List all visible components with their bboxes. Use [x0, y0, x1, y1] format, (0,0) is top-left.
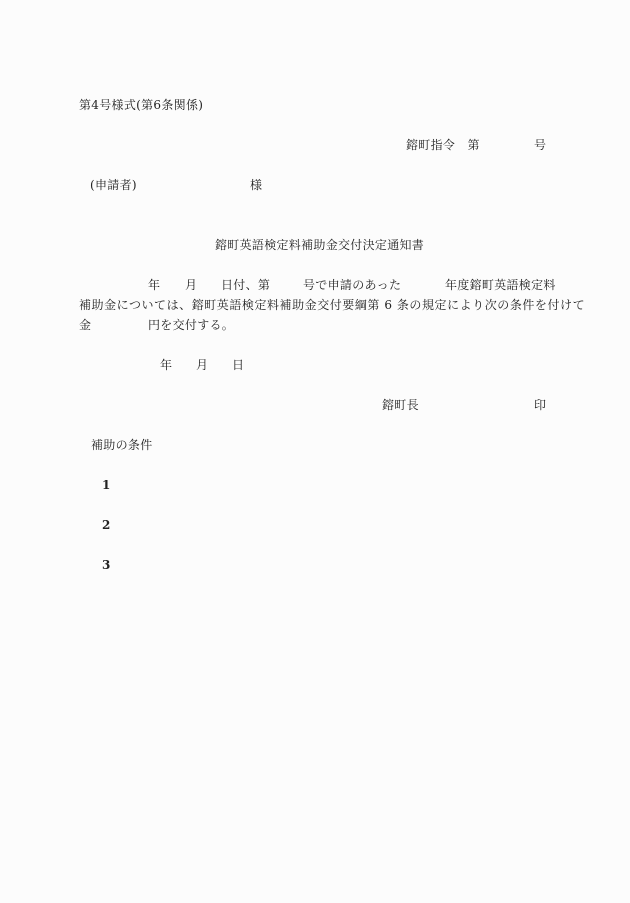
body-line1-year: 年 — [148, 278, 161, 292]
body-line3-amount-suffix: 円を交付する。 — [148, 318, 235, 332]
directive-suffix: 号 — [534, 138, 547, 152]
form-label: 第4号様式(第6条関係) — [79, 98, 204, 112]
body-line1-day-ref: 日付、第 — [221, 278, 271, 292]
body-line2: 補助金については、鎔町英語検定料補助金交付要綱第 6 条の規定により次の条件を付けて — [79, 298, 586, 312]
body-line1-month: 月 — [185, 278, 198, 292]
date-day: 日 — [232, 358, 245, 372]
directive-prefix: 鎔町指令 第 — [406, 138, 480, 152]
addressee-honorific: 様 — [250, 178, 263, 192]
condition-item-1: 1 — [102, 478, 111, 492]
conditions-heading: 補助の条件 — [91, 438, 153, 452]
date-year: 年 — [160, 358, 173, 372]
signature-title: 鎔町長 — [382, 398, 419, 412]
body-line3-kin: 金 — [79, 318, 92, 332]
condition-item-2: 2 — [102, 518, 111, 532]
date-month: 月 — [196, 358, 209, 372]
document-title: 鎔町英語検定料補助金交付決定通知書 — [215, 238, 425, 252]
addressee-label: (申請者) — [90, 178, 137, 192]
condition-item-3: 3 — [102, 558, 111, 572]
signature-seal: 印 — [534, 398, 547, 412]
body-line1-fiscal: 年度鎔町英語検定料 — [445, 278, 556, 292]
body-line1-applied: 号で申請のあった — [303, 278, 402, 292]
